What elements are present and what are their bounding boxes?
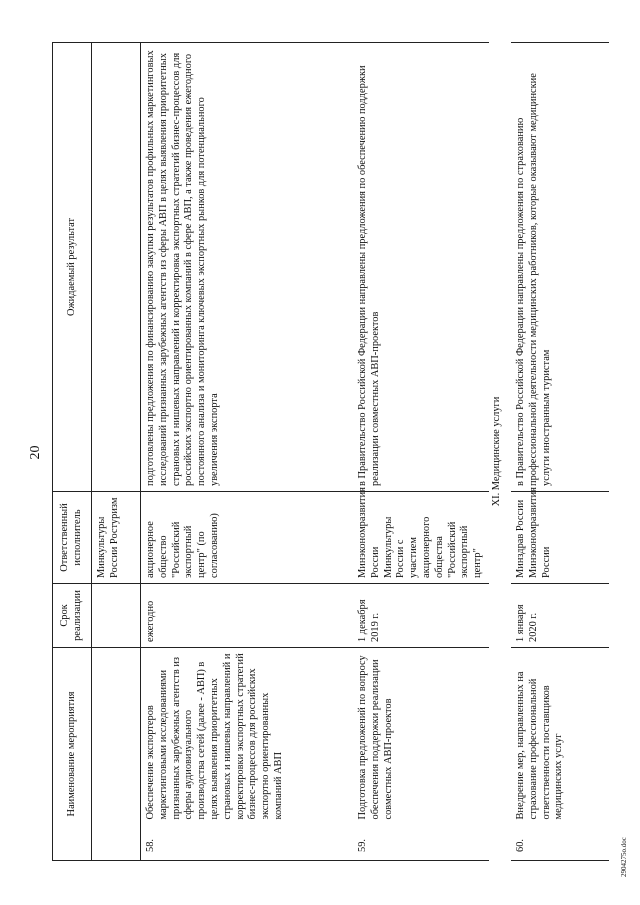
header-executor: Ответственный исполнитель xyxy=(53,491,92,583)
cell-num: 59. xyxy=(353,824,489,861)
measures-table xyxy=(52,42,609,861)
table-row xyxy=(511,42,609,860)
cell-term: 1 декабря 2019 г. xyxy=(353,583,489,647)
table-row xyxy=(353,42,489,860)
cell-executor: Минздрав России Минэкономразвития России xyxy=(511,491,609,583)
table-row xyxy=(141,42,354,860)
cell-executor: акционерное общество "Российский экспортный центр" (по согласованию) xyxy=(141,491,354,583)
cell-num: 60. xyxy=(511,824,609,861)
file-name-footer: 2904275o.doc xyxy=(620,837,628,877)
cell-result: в Правительство Российской Федерации направлены предложения по страхованию профессиональной деятельности медицинских работников, которые оказывают медицинские услуги иностранным туристам xyxy=(511,42,609,491)
header-term: Срок реализации xyxy=(53,583,92,647)
section-title: XI. Медицинские услуги xyxy=(490,396,502,507)
section-heading-row xyxy=(489,42,511,860)
header-name: Наименование мероприятия xyxy=(53,647,92,860)
cell-term: ежегодно xyxy=(141,583,354,647)
cell-num: 58. xyxy=(141,824,354,861)
cell-executor: Минкультуры России Ростуризм xyxy=(92,491,141,583)
page-number: 20 xyxy=(28,445,43,460)
cell-term: 1 января 2020 г. xyxy=(511,583,609,647)
cell-result: в Правительство Российской Федерации направлены предложения по обеспечению поддержки реализации совместных АВП-проектов xyxy=(353,42,489,491)
table-header-row xyxy=(53,42,92,860)
cell-name: Обеспечение экспортеров маркетинговыми исследованиями признанных зарубежных агентств из сферы аудиовизуального производства сетей (далее - АВП) в целях выявления приоритетных страновых и нишевых направлений и корректировки экспортных стратегий бизнес-процессов для российских экспортно ориентированных компаний АВП xyxy=(141,647,354,823)
cell-name: Внедрение мер, направленных на страхование профессиональной ответственности поставщиков медицинских услуг xyxy=(511,647,609,823)
table-row-continuation xyxy=(92,42,141,860)
header-result: Ожидаемый результат xyxy=(53,42,92,491)
cell-result: подготовлены предложения по финансированию закупки результатов профильных маркетинговых исследований признанных зарубежных агентств из сферы АВП в целях выявления приоритетных страновых и нишевых направлений и корректировка экспортных стратегий бизнес-процессов для российских экспортно ориентированных компаний в сфере АВП, а также проведения ежегодного постоянного анализа и мониторинга ключевых экспортных рынков для потенциального увеличения экспорта xyxy=(141,42,354,491)
cell-name: Подготовка предложений по вопросу обеспечения поддержки реализации совместных АВП-проектов xyxy=(353,647,489,823)
cell-executor: Минэкономразвития России Минкультуры России с участием акционерного общества "Российский экспортный центр" xyxy=(353,491,489,583)
